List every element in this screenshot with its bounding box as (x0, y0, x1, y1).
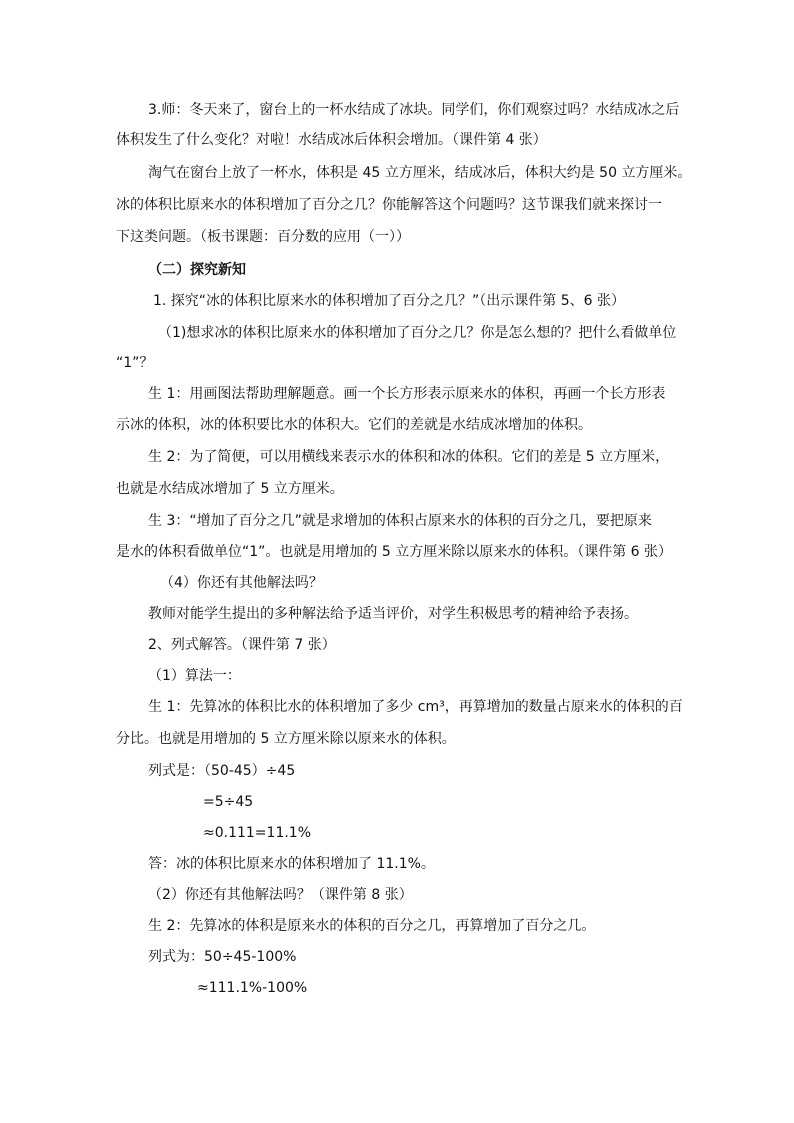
section-heading: （二）探究新知 (148, 262, 246, 278)
paragraph-line: （1）算法一： (148, 668, 241, 684)
formula-line: 列式为：50÷45-100% (148, 949, 297, 965)
paragraph-line: 生 2：先算冰的体积是原来水的体积的百分之几，再算增加了百分之几。 (148, 918, 596, 934)
paragraph-line: 教师对能学生提出的多种解法给予适当评价，对学生积极思考的精神给予表扬。 (148, 606, 638, 622)
paragraph-line: 生 1：先算冰的体积比水的体积增加了多少 cm³，再算增加的数量占原来水的体积的百 (148, 699, 683, 715)
paragraph-line: 分比。也就是用增加的 5 立方厘米除以原来水的体积。 (116, 731, 456, 747)
paragraph-line: 生 2：为了简便，可以用横线来表示水的体积和冰的体积。它们的差是 5 立方厘米， (148, 449, 670, 465)
paragraph-line: 1. 探究“冰的体积比原来水的体积增加了百分之几？”（出示课件第 5、6 张） (153, 293, 626, 309)
paragraph-line: 示冰的体积，冰的体积要比水的体积大。它们的差就是水结成冰增加的体积。 (116, 417, 592, 433)
formula-line: 列式是：（50-45）÷45 (148, 763, 296, 779)
paragraph-line: 是水的体积看做单位“1”。也就是用增加的 5 立方厘米除以原来水的体积。（课件第 6 张） (116, 544, 673, 560)
paragraph-line: 淘气在窗台上放了一杯水，体积是 45 立方厘米，结成冰后，体积大约是 50 立方厘米。 (148, 165, 692, 181)
paragraph-line: （2）你还有其他解法吗？（课件第 8 张） (148, 887, 413, 903)
paragraph-line: （1)想求冰的体积比原来水的体积增加了百分之几？你是怎么想的？把什么看做单位 (158, 325, 677, 341)
paragraph-line: “1”？ (116, 355, 154, 371)
formula-line: ≈0.111=11.1% (203, 825, 312, 841)
paragraph-line: 2、列式解答。（课件第 7 张） (148, 637, 336, 653)
paragraph-line: 生 3：“增加了百分之几”就是求增加的体积占原来水的体积的百分之几，要把原来 (148, 513, 652, 529)
paragraph-line: 生 1：用画图法帮助理解题意。画一个长方形表示原来水的体积，再画一个长方形表 (148, 386, 666, 402)
paragraph-line: 下这类问题。（板书课题：百分数的应用（一）） (116, 229, 410, 245)
paragraph-line: 3.师：冬天来了，窗台上的一杯水结成了冰块。同学们，你们观察过吗？水结成冰之后 (148, 102, 680, 118)
answer-line: 答：冰的体积比原来水的体积增加了 11.1%。 (148, 856, 435, 872)
paragraph-line: （4）你还有其他解法吗？ (160, 575, 323, 591)
paragraph-line: 冰的体积比原来水的体积增加了百分之几？你能解答这个问题吗？这节课我们就来探讨一 (116, 197, 662, 213)
formula-line: =5÷45 (203, 794, 254, 810)
paragraph-line: 也就是水结成冰增加了 5 立方厘米。 (116, 481, 344, 497)
paragraph-line: 体积发生了什么变化？对啦！水结成冰后体积会增加。（课件第 4 张） (116, 132, 547, 148)
formula-line: ≈111.1%-100% (197, 980, 308, 996)
